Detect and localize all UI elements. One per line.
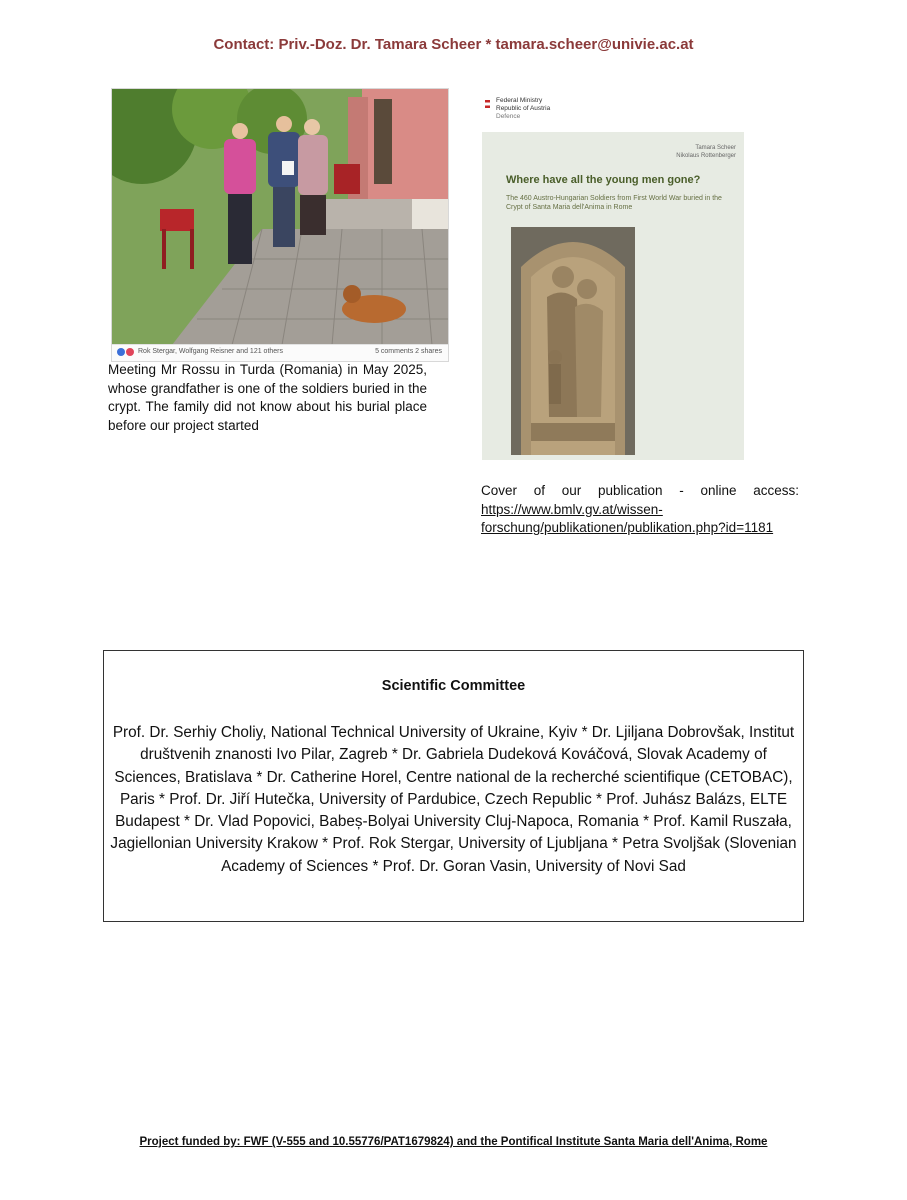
publication-link-part2[interactable]: forschung/publikationen/publikation.php?id=1181 [481,520,774,535]
photo-caption: Meeting Mr Rossu in Turda (Romania) in May 2025, whose grandfather is one of the soldiers buried in the crypt. The family did not know about his burial place before our project started [108,362,427,433]
committee-members: Prof. Dr. Serhiy Choliy, National Technical University of Ukraine, Kyiv * Dr. Ljiljana Dobrovšak, Institut društvenih znanosti Ivo Pilar, Zagreb * Dr. Gabriela Dudeková Kováčová, Slovak Academy of Sciences, Bratislava * Dr. Catherine Horel, Centre national de la recherché scientifique (CETOBAC), Paris * Prof. Dr. Jiří Hutečka, University of Pardubice, Czech Republic * Prof. Juhász Balázs, ELTE Budapest * Dr. Vlad Popovici, Babeș-Bolyai University Cluj-Napoca, Romania * Prof. Kamil Ruszała, Jagiellonian University Krakow * Prof. Rok Stergar, University of Ljubljana * Petra Svoljšak (Slovenian Academy of Sciences * Prof. Dr. Goran Vasin, University of Novi Sad [110,724,797,875]
publication-cover [482,88,744,460]
heart-icon [126,348,134,356]
publication-link-part1[interactable]: https://www.bmlv.gv.at/wissen- [481,501,663,517]
like-icon [117,348,125,356]
reaction-stats: 5 comments 2 shares [375,348,442,355]
scientific-committee-box [103,650,804,922]
publication-caption [481,482,799,538]
austria-flag-icon [485,100,490,108]
cover-body [482,132,744,460]
book-subtitle: The 460 Austro-Hungarian Soldiers from First World War buried in the Crypt of Santa Maria dell'Anima in Rome [506,195,722,211]
funding-footer: Project funded by: FWF (V-555 and 10.55776/PAT1679824) and the Pontifical Institute Santa Maria dell'Anima, Rome [139,1136,768,1148]
committee-title: Scientific Committee [381,678,526,694]
ministry-logo: Federal Ministry Republic of Austria Defence [496,97,551,120]
social-reaction-bar [112,344,448,361]
reaction-icons [117,348,134,356]
stone-relief-image [511,227,635,455]
cover-authors: Tamara Scheer Nikolaus Rottenberger [676,145,736,159]
family-photo [111,88,449,362]
photo-scene [112,89,448,345]
cover-header [482,88,744,132]
book-title: Where have all the young men gone? [506,174,701,186]
contact-line: Contact: Priv.-Doz. Dr. Tamara Scheer * tamara.scheer@univie.ac.at [213,36,694,53]
reaction-names: Rok Stergar, Wolfgang Reisner and 121 others [138,348,284,355]
publication-caption-text: Cover of our publication - online access: [481,483,799,498]
